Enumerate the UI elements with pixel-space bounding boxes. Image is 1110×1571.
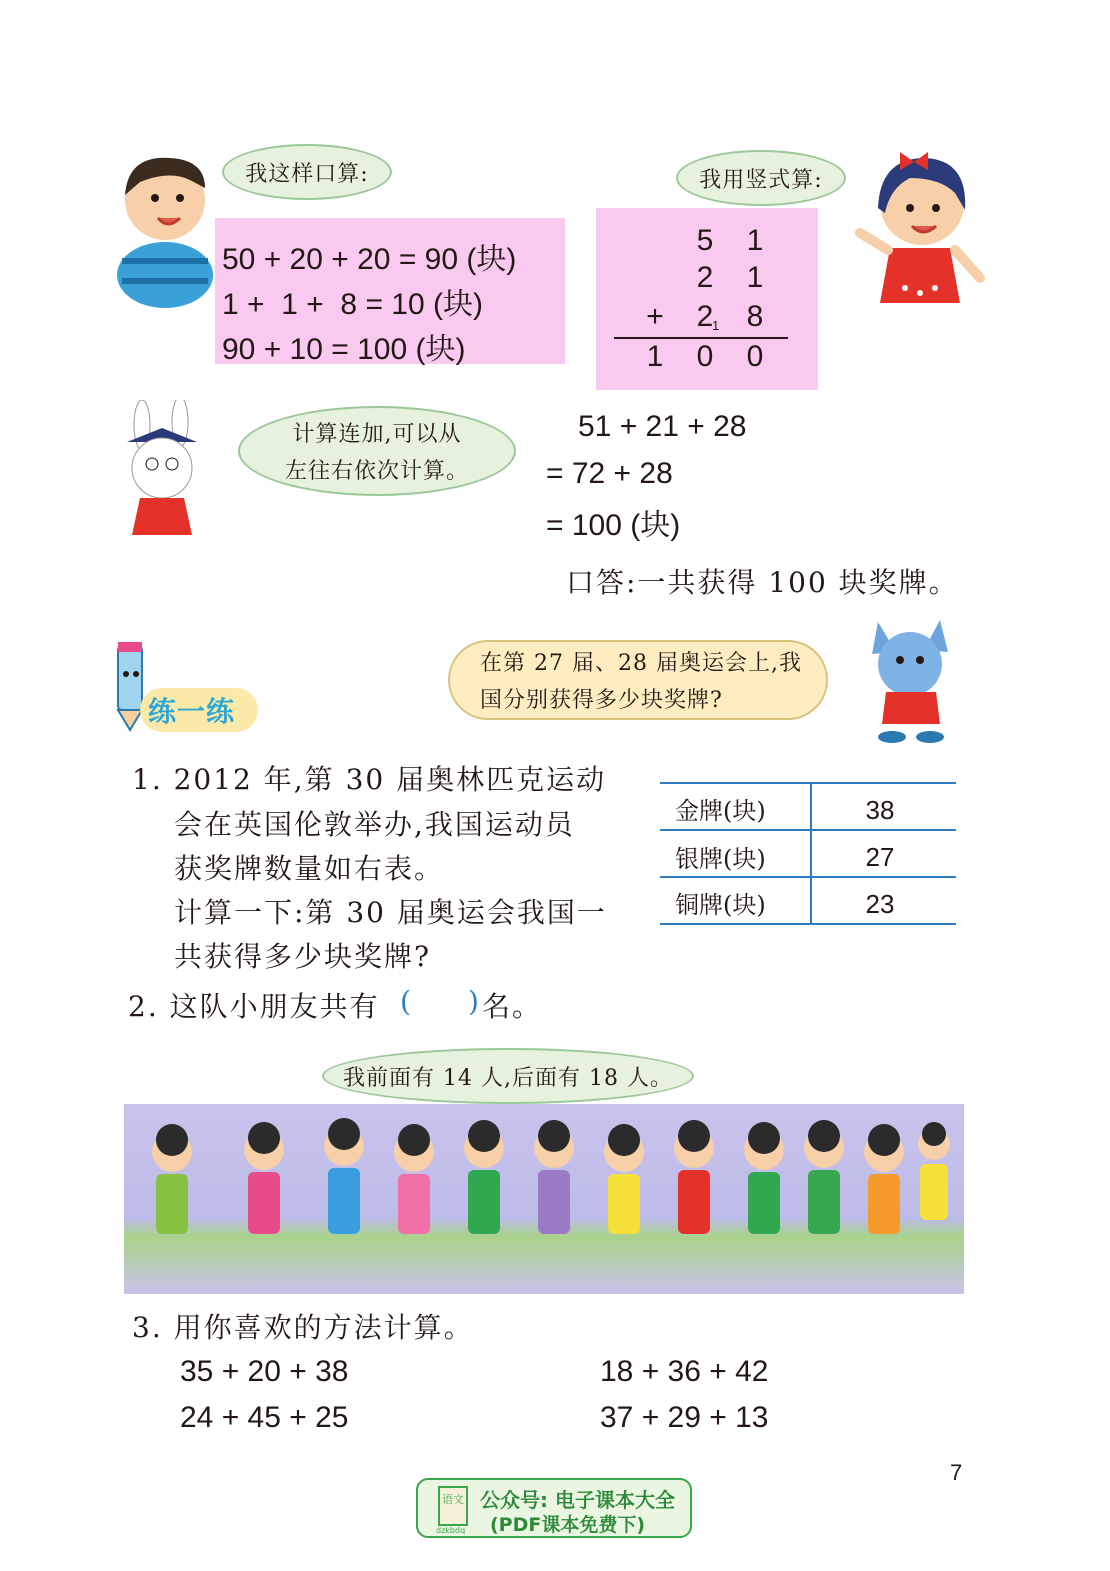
problem-3-expr-2: 24 + 45 + 25 bbox=[180, 1401, 349, 1434]
table-line-1 bbox=[660, 829, 956, 831]
stepwise-line-3: = 100 (块) bbox=[546, 509, 681, 542]
boy-speech-bubble bbox=[222, 144, 392, 200]
problem-1-line-3: 获奖牌数量如右表。 bbox=[174, 852, 445, 885]
table-row-silver-label: 银牌(块) bbox=[675, 845, 766, 873]
practice-title: 练一练 bbox=[148, 695, 236, 728]
oral-answer: 口答:一共获得 100 块奖牌。 bbox=[566, 566, 959, 599]
watermark-line-2: (PDF课本免费下) bbox=[490, 1514, 646, 1536]
problem-3-expr-1: 35 + 20 + 38 bbox=[180, 1355, 349, 1388]
watermark-box bbox=[416, 1478, 692, 1538]
problem-1-line-4: 计算一下:第 30 届奥运会我国一 bbox=[174, 896, 607, 929]
vcalc-carry: 1 bbox=[712, 318, 720, 333]
rabbit-speech-line-2: 左往右依次计算。 bbox=[284, 459, 469, 484]
table-column-divider bbox=[810, 782, 812, 923]
watermark-badge: 语文 bbox=[442, 1493, 464, 1506]
table-row-bronze-value: 23 bbox=[865, 889, 895, 919]
children-queue-illustration bbox=[124, 1104, 964, 1294]
girl-illustration bbox=[850, 138, 990, 312]
boy-speech-text: 我这样口算: bbox=[245, 161, 369, 187]
problem-2-prefix: 2. 这队小朋友共有 bbox=[128, 990, 380, 1023]
problem-3-expr-4: 37 + 29 + 13 bbox=[600, 1401, 769, 1434]
cat-speech-bubble bbox=[448, 640, 828, 720]
table-row-gold-value: 38 bbox=[865, 795, 895, 825]
cat-speech-line-1: 在第 27 届、28 届奥运会上,我 bbox=[480, 651, 802, 676]
girl-speech-bubble bbox=[676, 150, 846, 206]
watermark-book-icon bbox=[438, 1486, 468, 1526]
vcalc-r2-tens: 2 bbox=[696, 261, 714, 294]
table-row-bronze-label: 铜牌(块) bbox=[675, 891, 766, 919]
rabbit-illustration bbox=[112, 400, 212, 549]
stepwise-line-2: = 72 + 28 bbox=[546, 457, 673, 490]
rabbit-speech-line-1: 计算连加,可以从 bbox=[292, 422, 462, 447]
mental-calc-line-2: 1 + 1 + 8 = 10 (块) bbox=[222, 288, 483, 321]
table-row-gold-label: 金牌(块) bbox=[675, 797, 766, 825]
mental-calc-line-1: 50 + 20 + 20 = 90 (块) bbox=[222, 243, 517, 276]
girl-speech-text: 我用竖式算: bbox=[699, 167, 823, 193]
kids-speech-text: 我前面有 14 人,后面有 18 人。 bbox=[343, 1065, 673, 1091]
problem-3-title: 3. 用你喜欢的方法计算。 bbox=[132, 1311, 474, 1344]
kids-speech-bubble bbox=[322, 1048, 694, 1104]
table-line-top bbox=[660, 782, 956, 784]
problem-1-line-2: 会在英国伦敦举办,我国运动员 bbox=[174, 808, 575, 841]
page-number: 7 bbox=[950, 1460, 963, 1485]
vcalc-r1-tens: 5 bbox=[696, 224, 714, 257]
mental-calc-line-3: 90 + 10 = 100 (块) bbox=[222, 333, 466, 366]
watermark-site: dzkbdq bbox=[436, 1526, 466, 1535]
vcalc-r3-tens: 2 bbox=[696, 300, 714, 333]
problem-2-paren-open: ( bbox=[400, 985, 411, 1018]
vcalc-result-tens: 0 bbox=[696, 340, 714, 373]
problem-2-suffix: 名。 bbox=[482, 990, 543, 1023]
boy-illustration bbox=[110, 140, 220, 314]
vcalc-result-ones: 0 bbox=[746, 340, 764, 373]
cat-speech-line-2: 国分别获得多少块奖牌? bbox=[480, 688, 723, 713]
problem-1-line-5: 共获得多少块奖牌? bbox=[174, 940, 432, 973]
table-line-2 bbox=[660, 876, 956, 878]
watermark-line-1: 公众号: 电子课本大全 bbox=[480, 1488, 675, 1512]
vcalc-plus-sign: + bbox=[646, 300, 664, 333]
vcalc-r1-ones: 1 bbox=[746, 224, 764, 257]
vcalc-r2-ones: 1 bbox=[746, 261, 764, 294]
vcalc-result-hundreds: 1 bbox=[646, 340, 664, 373]
problem-1-line-1: 1. 2012 年,第 30 届奥林匹克运动 bbox=[132, 763, 607, 796]
problem-3-expr-3: 18 + 36 + 42 bbox=[600, 1355, 769, 1388]
vcalc-r3-ones: 8 bbox=[746, 300, 764, 333]
stepwise-line-1: 51 + 21 + 28 bbox=[578, 410, 747, 443]
rabbit-speech-bubble bbox=[238, 406, 516, 496]
cat-illustration bbox=[858, 612, 968, 751]
table-row-silver-value: 27 bbox=[865, 842, 895, 872]
table-line-bottom bbox=[660, 923, 956, 925]
vcalc-sum-line bbox=[614, 337, 788, 339]
problem-2-paren-close: ) bbox=[468, 985, 479, 1018]
